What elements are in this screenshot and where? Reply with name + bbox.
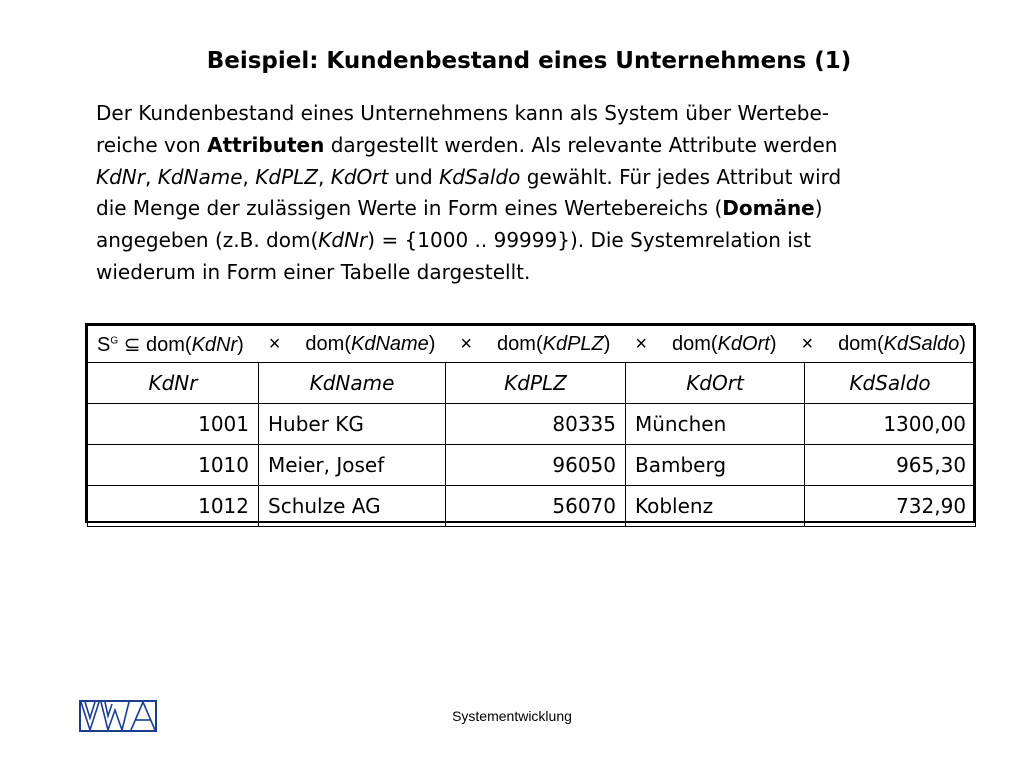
- column-header: KdName: [259, 363, 446, 404]
- intro-line-2: reiche von Attributen dargestellt werden. Als relevante Attribute werden: [96, 132, 838, 157]
- cell-kdort: München: [626, 404, 805, 445]
- table-row: [88, 445, 976, 486]
- signature-lhs: $S^G$ ⊆ dom(KdNr): [97, 333, 244, 356]
- intro-line-6: wiederum in Form einer Tabelle dargestellt.: [96, 259, 531, 284]
- cell-kdnr: 1012: [88, 486, 259, 527]
- cell-kdnr: 1001: [88, 404, 259, 445]
- table-row: [88, 404, 976, 445]
- cross-product-symbol: ×: [635, 332, 648, 355]
- cell-kdplz: 80335: [446, 404, 626, 445]
- relation-signature: [97, 332, 966, 357]
- cell-kdplz: 96050: [446, 445, 626, 486]
- column-header: KdPLZ: [446, 363, 626, 404]
- column-header: KdOrt: [626, 363, 805, 404]
- relation-signature-row: [88, 326, 976, 363]
- subseteq-symbol: ⊆: [123, 333, 141, 356]
- table-row: [88, 486, 976, 527]
- signature-dom-kdort: dom(KdOrt): [672, 332, 777, 355]
- signature-dom-kdname: dom(KdName): [305, 332, 436, 355]
- cell-kdname: Schulze AG: [259, 486, 446, 527]
- intro-line-1: Der Kundenbestand eines Unternehmens kann als System über Wertebe-: [96, 101, 829, 125]
- cross-product-symbol: ×: [268, 332, 281, 355]
- signature-dom-kdsaldo: dom(KdSaldo): [838, 332, 966, 355]
- slide-title: Beispiel: Kundenbestand eines Unternehmens (1): [206, 48, 852, 74]
- term-attributen: Attributen: [207, 132, 325, 157]
- cell-kdsaldo: 965,30: [805, 445, 976, 486]
- cross-product-symbol: ×: [460, 332, 473, 355]
- footer-text: Systementwicklung: [452, 708, 572, 724]
- intro-paragraph: [96, 98, 976, 289]
- intro-line-5: angegeben (z.B. dom(KdNr) = {1000 .. 99999}). Die Systemrelation ist: [96, 228, 812, 253]
- column-header: KdNr: [88, 363, 259, 404]
- cell-kdname: Meier, Josef: [259, 445, 446, 486]
- system-relation-table: [85, 323, 975, 523]
- cell-kdort: Koblenz: [626, 486, 805, 527]
- cell-kdort: Bamberg: [626, 445, 805, 486]
- intro-line-3: KdNr, KdName, KdPLZ, KdOrt und KdSaldo gewählt. Für jedes Attribut wird: [96, 164, 842, 189]
- cross-product-symbol: ×: [801, 332, 814, 355]
- cell-kdsaldo: 732,90: [805, 486, 976, 527]
- term-domaene: Domäne: [722, 196, 815, 221]
- cell-kdnr: 1010: [88, 445, 259, 486]
- column-header: KdSaldo: [805, 363, 976, 404]
- cell-kdname: Huber KG: [259, 404, 446, 445]
- intro-line-4: die Menge der zulässigen Werte in Form eines Wertebereichs (Domäne): [96, 196, 823, 221]
- table-header-row: [88, 363, 976, 404]
- cell-kdplz: 56070: [446, 486, 626, 527]
- signature-dom-kdplz: dom(KdPLZ): [497, 332, 611, 355]
- cell-kdsaldo: 1300,00: [805, 404, 976, 445]
